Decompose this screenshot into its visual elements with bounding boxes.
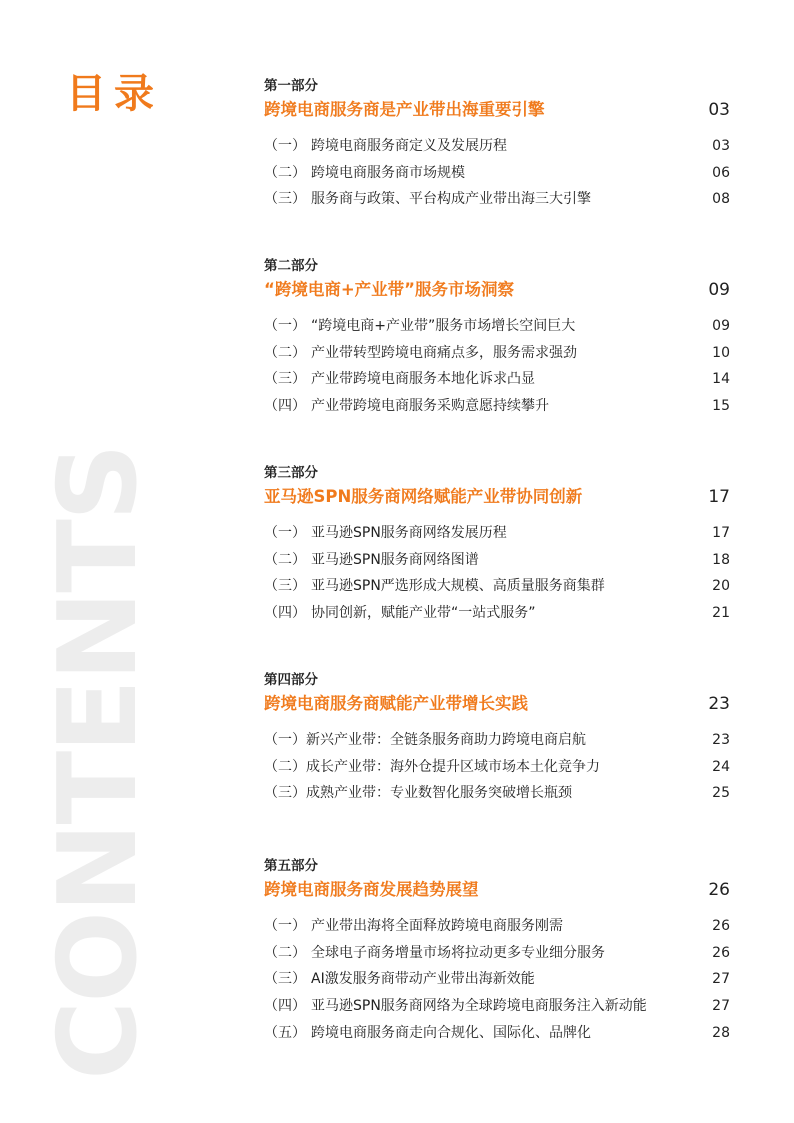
toc-item[interactable] <box>264 754 730 781</box>
page-title: 目录 <box>66 71 162 117</box>
item-number: （三） <box>264 971 306 988</box>
item-number: （四） <box>264 398 306 415</box>
item-title: 跨境电商服务商走向合规化、国际化、品牌化 <box>311 1024 591 1041</box>
item-title: 协同创新，赋能产业带“一站式服务” <box>311 605 536 622</box>
item-page-number: 06 <box>712 164 730 181</box>
item-page-number: 10 <box>712 344 730 361</box>
toc-item[interactable] <box>264 366 730 393</box>
item-number: （四） <box>264 605 306 622</box>
item-number: （一） <box>264 318 306 334</box>
item-title: 服务商与政策、平台构成产业带出海三大引擎 <box>311 191 591 208</box>
item-page-number: 26 <box>712 918 730 934</box>
item-page-number: 14 <box>712 371 730 388</box>
item-number: （一） <box>264 525 306 541</box>
item-title: “跨境电商+产业带”服务市场增长空间巨大 <box>311 318 576 334</box>
toc-item[interactable] <box>264 393 730 420</box>
toc-items <box>264 133 730 213</box>
toc-item[interactable] <box>264 727 730 754</box>
item-title: 新兴产业带：全链条服务商助力跨境电商启航 <box>306 732 586 748</box>
item-page-number: 03 <box>712 138 730 154</box>
item-number: （一） <box>264 918 306 934</box>
part-heading[interactable] <box>264 97 730 123</box>
item-title: 跨境电商服务商定义及发展历程 <box>311 138 507 154</box>
item-page-number: 24 <box>712 758 730 775</box>
part-title: 跨境电商服务商赋能产业带增长实践 <box>264 694 528 713</box>
toc-item[interactable] <box>264 547 730 574</box>
item-title: 产业带跨境电商服务采购意愿持续攀升 <box>311 398 549 415</box>
item-title: 全球电子商务增量市场将拉动更多专业细分服务 <box>311 944 605 961</box>
item-page-number: 25 <box>712 785 730 802</box>
part-page-number: 26 <box>708 880 730 900</box>
item-title: 亚马逊SPN服务商网络为全球跨境电商服务注入新动能 <box>311 998 647 1015</box>
item-page-number: 28 <box>712 1024 730 1041</box>
item-title: 产业带出海将全面释放跨境电商服务刚需 <box>311 918 563 934</box>
item-number: （三） <box>264 371 306 388</box>
item-title: AI激发服务商带动产业带出海新效能 <box>311 971 535 988</box>
toc-items <box>264 520 730 627</box>
toc-item[interactable] <box>264 600 730 627</box>
item-number: （二） <box>264 344 306 361</box>
toc-item[interactable] <box>264 313 730 340</box>
toc-section-2 <box>264 257 730 420</box>
toc-item[interactable] <box>264 186 730 213</box>
item-page-number: 17 <box>712 525 730 541</box>
toc-items <box>264 913 730 1046</box>
item-title: 亚马逊SPN服务商网络图谱 <box>311 551 479 568</box>
item-page-number: 08 <box>712 191 730 208</box>
item-title: 产业带转型跨境电商痛点多，服务需求强劲 <box>311 344 577 361</box>
part-label: 第一部分 <box>264 78 318 94</box>
toc-section-1 <box>264 77 730 213</box>
part-title: “跨境电商+产业带”服务市场洞察 <box>264 280 515 299</box>
item-title: 成长产业带：海外仓提升区域市场本土化竞争力 <box>306 758 600 775</box>
toc-item[interactable] <box>264 993 730 1020</box>
item-number: （三） <box>264 578 306 595</box>
part-title: 跨境电商服务商是产业带出海重要引擎 <box>264 100 545 119</box>
item-page-number: 20 <box>712 578 730 595</box>
toc-item[interactable] <box>264 780 730 807</box>
toc-section-3 <box>264 464 730 627</box>
toc-item[interactable] <box>264 966 730 993</box>
toc-section-4 <box>264 671 730 807</box>
part-page-number: 23 <box>708 694 730 714</box>
part-label: 第二部分 <box>264 258 318 274</box>
part-page-number: 09 <box>708 280 730 300</box>
part-heading[interactable] <box>264 277 730 303</box>
toc-item[interactable] <box>264 160 730 187</box>
item-title: 跨境电商服务商市场规模 <box>311 164 465 181</box>
part-label: 第五部分 <box>264 858 318 874</box>
toc-items <box>264 727 730 807</box>
item-number: （二） <box>264 164 306 181</box>
item-number: （四） <box>264 998 306 1015</box>
item-number: （二） <box>264 551 306 568</box>
item-title: 亚马逊SPN严选形成大规模、高质量服务商集群 <box>311 578 605 595</box>
part-label: 第四部分 <box>264 672 318 688</box>
part-title: 亚马逊SPN服务商网络赋能产业带协同创新 <box>264 487 583 506</box>
toc-item[interactable] <box>264 940 730 967</box>
item-title: 成熟产业带：专业数智化服务突破增长瓶颈 <box>306 785 572 802</box>
toc-item[interactable] <box>264 913 730 940</box>
item-page-number: 21 <box>712 605 730 622</box>
item-number: （二） <box>264 944 306 961</box>
item-page-number: 15 <box>712 398 730 415</box>
item-number: （一） <box>264 138 306 154</box>
toc-item[interactable] <box>264 133 730 160</box>
part-title: 跨境电商服务商发展趋势展望 <box>264 880 479 899</box>
item-number: （三） <box>264 191 306 208</box>
item-page-number: 27 <box>712 971 730 988</box>
item-number: （五） <box>264 1024 306 1041</box>
part-heading[interactable] <box>264 484 730 510</box>
part-heading[interactable] <box>264 877 730 903</box>
item-page-number: 23 <box>712 732 730 748</box>
item-page-number: 27 <box>712 998 730 1015</box>
item-page-number: 18 <box>712 551 730 568</box>
item-number: （二） <box>264 758 306 775</box>
toc-section-5 <box>264 857 730 1046</box>
toc-item[interactable] <box>264 573 730 600</box>
part-page-number: 03 <box>708 100 730 120</box>
toc-items <box>264 313 730 420</box>
toc-item[interactable] <box>264 520 730 547</box>
item-title: 亚马逊SPN服务商网络发展历程 <box>311 525 507 541</box>
part-heading[interactable] <box>264 691 730 717</box>
contents-watermark: CONTENTS <box>36 445 161 1080</box>
toc-item[interactable] <box>264 340 730 367</box>
item-title: 产业带跨境电商服务本地化诉求凸显 <box>311 371 535 388</box>
item-page-number: 09 <box>712 318 730 334</box>
part-page-number: 17 <box>708 487 730 507</box>
item-page-number: 26 <box>712 944 730 961</box>
part-label: 第三部分 <box>264 465 318 481</box>
item-number: （三） <box>264 785 306 802</box>
toc-item[interactable] <box>264 1020 730 1047</box>
item-number: （一） <box>264 732 306 748</box>
